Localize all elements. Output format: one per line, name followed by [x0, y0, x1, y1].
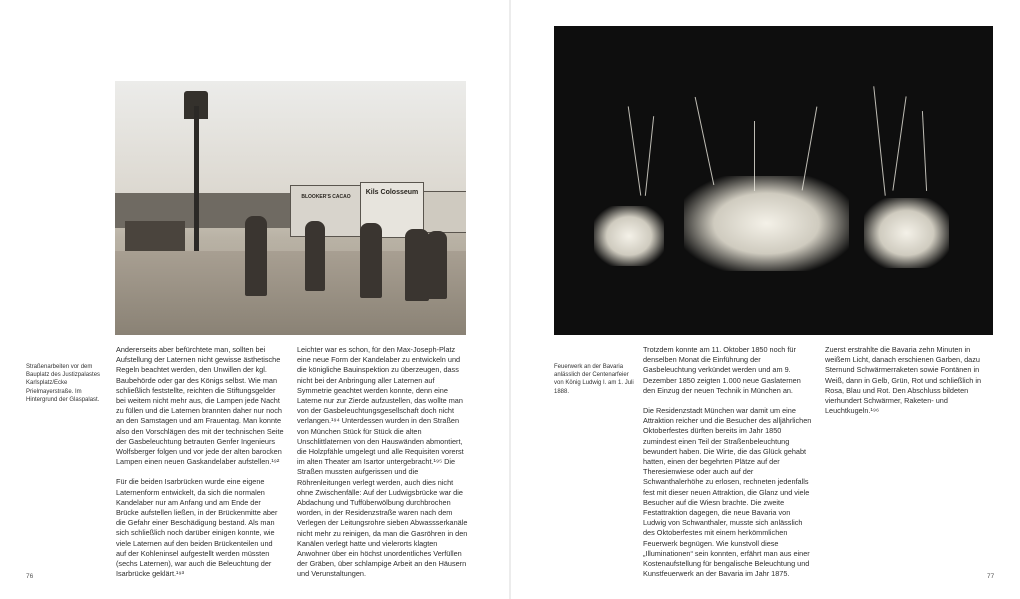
right-photo-caption: Feuerwerk an der Bavaria anlässlich der Centenarfeier von König Ludwig I. am 1. Juli 1888. [554, 364, 634, 395]
firework-spark [695, 97, 715, 185]
worker-figure [360, 223, 382, 298]
cacao-sign-text: BLOOKER'S CACAO [301, 194, 351, 200]
worker-figure [427, 231, 447, 299]
street-works-photo [115, 81, 466, 335]
body-column-1 [116, 345, 284, 589]
book-gutter [509, 0, 511, 599]
firework-spark [645, 116, 654, 196]
firework-spark [873, 86, 885, 196]
page-number-right: 77 [987, 573, 995, 580]
paragraph: Leichter war es schon, für den Max-Joseph-Platz eine neue Form der Kandelaber zu entwickeln und die königliche Bauinspektion zu überzeugen, dass nicht bei der Anbringung aller Laternen auf Symmetrie geachtet werden konnte, denn eine Laterne nur zur Zierde aufzustellen, das wollte man von der Gasbeleuchtungsgesellschaft doch nicht verlangen.¹⁹⁴ Unterdessen wurden in den Straßen von München Stück für Stück die alten Unschlittlaternen von den Hauswänden abmontiert, die Holzpfähle umgelegt und alle Requisiten vorerst im alten Theater am Isartor untergebracht.¹⁹⁵ Die Straßen mussten aufgerissen und die Röhrenleitungen verlegt werden, auch dies nicht ohne Zwischenfälle: Auf der Ludwigsbrücke war die Abdachung und Tuffüberwölbung durchbrochen worden, in der Residenzstraße waren nach dem Verlegen der Leitungsrohre sieben Abwassserkanäle nicht mehr zu reinigen, da man die Gasröhren in den Kanälen verlegt hatte und vielerorts klagten Anwohner über ein höchst unordentliches Verfüllen der Gräben, über schlampige Arbeit an den Häusern und Verunstaltungen. [297, 345, 468, 579]
cacao-billboard [290, 185, 362, 237]
worker-figure [305, 221, 325, 291]
firework-spark [628, 106, 642, 195]
body-column-3 [643, 345, 813, 589]
illuminated-hall-left [594, 206, 664, 266]
paragraph: Trotzdem konnte am 11. Oktober 1850 noch für denselben Monat die Einführung der Gasbeleuchtung verkündet werden und am 9. Dezember 1850 zeigten 1.000 neue Gaslaternen den Einzug der neuen Technik in München an. [643, 345, 801, 395]
paragraph: Andererseits aber befürchtete man, sollten bei Aufstellung der Laternen nicht gewisse ästhetische Regeln beachtet werden, den Unwillen der kgl. Baubehörde oder gar des Königs selbst. Wie man schließlich feststellte, reichten die Stiftungsgelder bei weitem nicht mehr aus, die Lampen jede Nacht zu füllen und die Laternen brannten daher nur noch an den Samstagen und am Frauentag. Man konnte also den Vorschlägen des mit der technischen Seite der Gasbeleuchtung betrauten Genfer Ingenieurs Wolfsberger folgen und vor jede der alten barocken Lampen einen neuen Gaskandelaber aufstellen.¹⁹² [116, 345, 284, 467]
colosseum-sign-text: Kils Colosseum [365, 189, 419, 196]
page-number-left: 76 [26, 573, 34, 580]
firework-spark [892, 96, 906, 190]
paragraph: Zuerst erstrahlte die Bavaria zehn Minuten in weißem Licht, danach erschienen Garben, dazu Sternund Schwärmerraketen sowie Fontänen in Weiß, dann in Gelb, Grün, Rot und schließlich in Rosa, Blau und Rot. Den Abschluss bildeten vierhundert Schwärmer, Raketen- und Leuchtkugeln.¹⁹⁶ [825, 345, 982, 416]
body-column-2 [297, 345, 468, 590]
paragraph: Für die beiden Isarbrücken wurde eine eigene Laternenform entwickelt, da sich die normalen Kandelaber nur am Anfang und am Ende der Brücke aufstellen ließen, in der Brückenmitte aber die Gefahr einer Beschädigung bestand. Als man sich schließlich noch darüber einigen konnte, wie viele Laternen auf den beiden Brückenteilen und auf der Kohleninsel aufgestellt werden müssten (sechs Laternen), war auch die Beleuchtung der Isarbrücke geklärt.¹⁹³ [116, 477, 278, 579]
worker-figure [245, 216, 267, 296]
illuminated-hall-right [864, 198, 949, 268]
left-photo-caption: Straßenarbeiten vor dem Bauplatz des Justizpalastes Karlsplatz/Ecke Prielmayerstraße. Im Hintergrund der Glaspalast. [26, 364, 101, 403]
fireworks-photo [554, 26, 993, 335]
street-lamp-pole [194, 106, 199, 266]
body-column-4 [825, 345, 993, 426]
paragraph: Die Residenzstadt München war damit um eine Attraktion reicher und die Besucher des alljährlichen Oktoberfestes dürften bereits im Jahr 1850 zumindest einen Teil der Straßenbeleuchtung bewundert haben. Die Wirte, die das Glück gehabt hatten, einen der begehrten Plätze auf der Theresienwiese oder auch auf der Schwanthalerhöhe zu erlosen, rechneten jedenfalls fest mit dieser neuen Attraktion, die Glanz und viele Besucher auf die Wiesn brachte. Die zweite Festattraktion dagegen, die neue Bavaria von Ludwig von Schwanthaler, musste sich anlässlich des Oktoberfestes mit einem herkömmlichen Feuerwerk begnügen. Wie kunstvoll diese „Illuminationen“ sein konnten, erfährt man aus einer Kostenaufstellung für bengalische Beleuchtung und Kunstfeuerwerk an der Bavaria im Jahr 1875. [643, 406, 812, 579]
worker-figure [405, 229, 429, 301]
firework-spark [922, 111, 927, 191]
firework-spark [754, 121, 755, 191]
illuminated-ruhmeshalle [684, 176, 849, 271]
poster-billboard [423, 191, 466, 233]
